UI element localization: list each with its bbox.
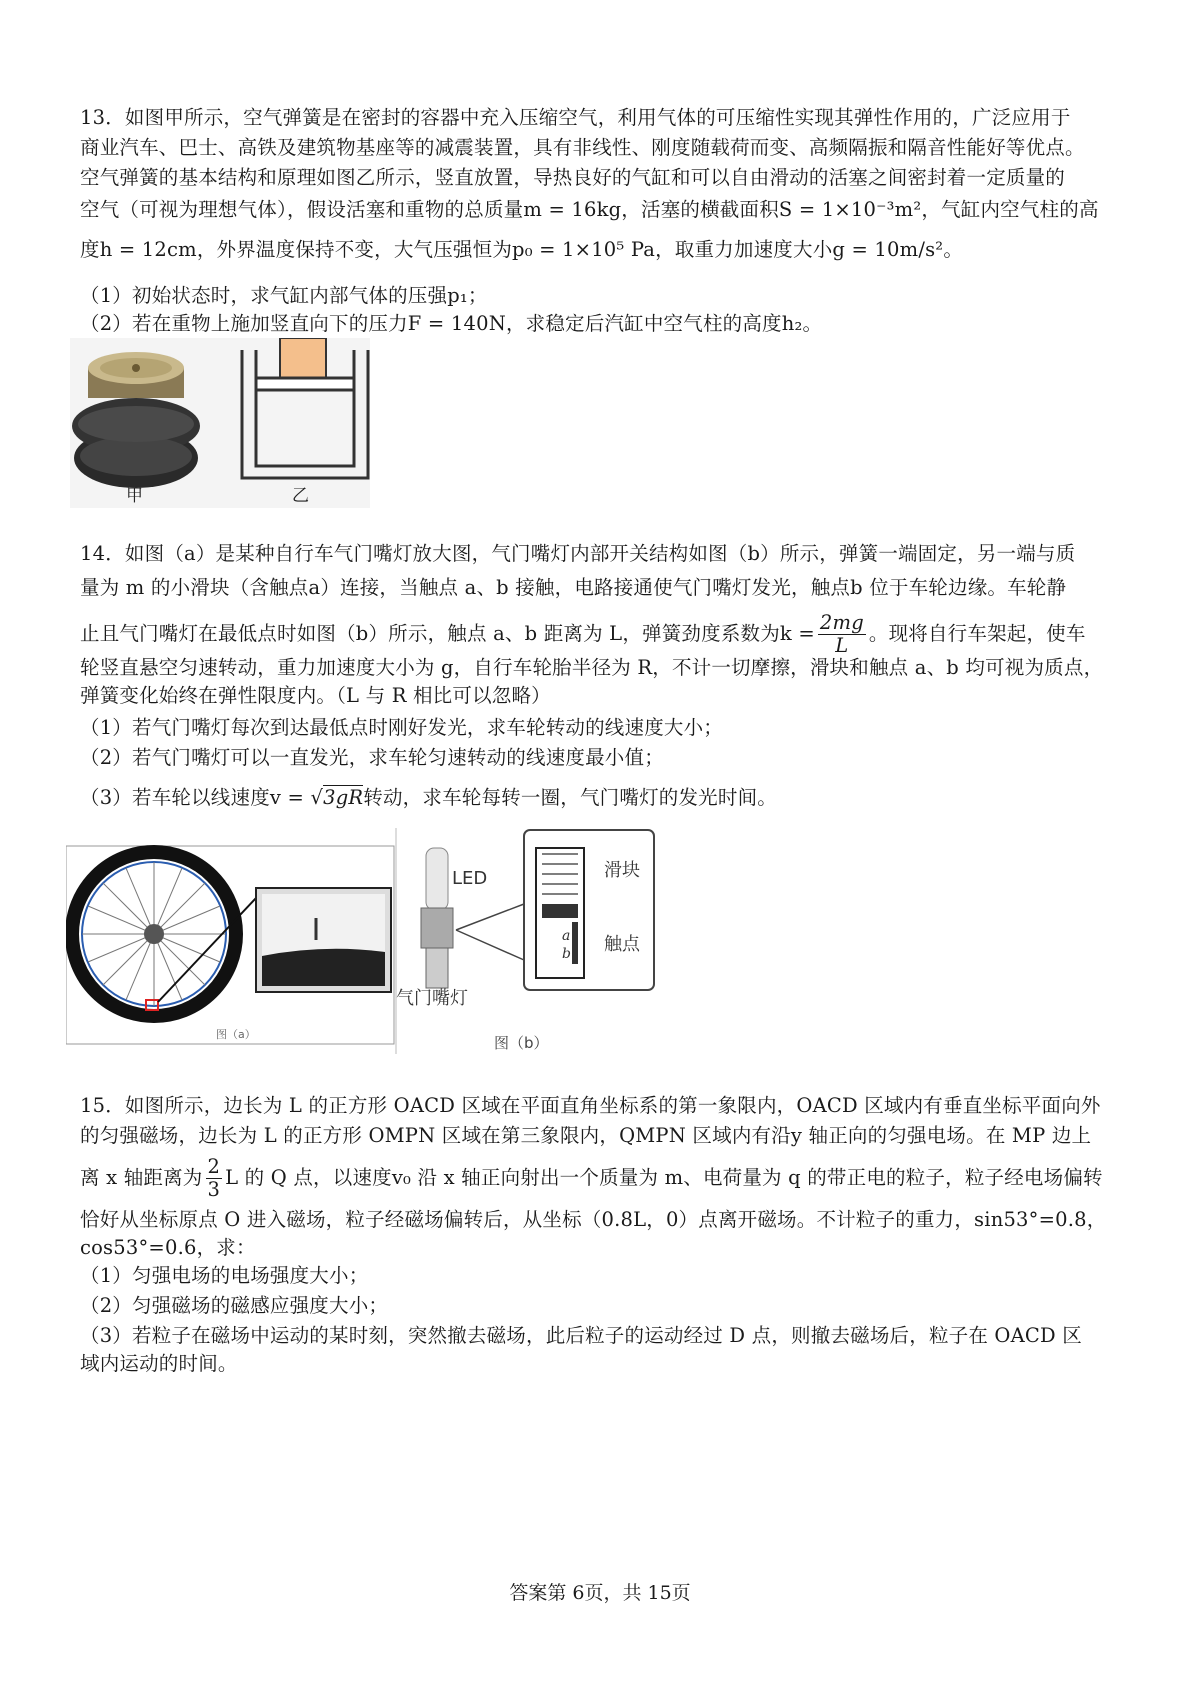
q14-line-3 <box>80 612 1140 657</box>
fig-jia-label: 甲 <box>126 486 143 506</box>
q14-frac-den: L <box>835 634 849 657</box>
q15-line-3 <box>80 1156 1140 1201</box>
sqrt-sign: √ <box>310 786 324 809</box>
q13-line-2: 商业汽车、巴士、高铁及建筑物基座等的减震装置，具有非线性、刚度随载荷而变、高频隔振和隔音性能好等优点。 <box>80 136 1085 159</box>
q14-figure <box>66 828 666 1054</box>
q14-sqrt-radicand: 3gR <box>323 786 364 809</box>
q15-sub-3: （3）若粒子在磁场中运动的某时刻，突然撤去磁场，此后粒子的运动经过 D 点，则撤去磁场后，粒子在 OACD 区 <box>80 1324 1082 1347</box>
q15-line-4: 恰好从坐标原点 O 进入磁场，粒子经磁场偏转后，从坐标（0.8L，0）点离开磁场。不计粒子的重力，sin53°=0.8， <box>80 1208 1107 1231</box>
air-spring-photo <box>72 352 200 488</box>
q14-sub-3a: （3）若车轮以线速度v = <box>80 786 305 809</box>
q13-line-1: 13．如图甲所示，空气弹簧是在密封的容器中充入压缩空气，利用气体的可压缩性实现其弹性作用的，广泛应用于 <box>80 106 1071 129</box>
slider-label: 滑块 <box>604 860 640 881</box>
q13-line-3: 空气弹簧的基本结构和原理如图乙所示，竖直放置，导热良好的气缸和可以自由滑动的活塞之间密封着一定质量的 <box>80 166 1066 189</box>
contact-b-label: b <box>562 946 571 962</box>
q14-line-4: 轮竖直悬空匀速转动，重力加速度大小为 g，自行车轮胎半径为 R，不计一切摩擦，滑块和触点 a、b 均可视为质点， <box>80 656 1104 679</box>
q15-frac-num: 2 <box>207 1155 221 1178</box>
q14-frac-num: 2mg <box>819 611 864 634</box>
q14-sub-3 <box>80 784 1140 812</box>
q14-line-5: 弹簧变化始终在弹性限度内。（L 与 R 相比可以忽略） <box>80 684 551 707</box>
q14-line-1: 14．如图（a）是某种自行车气门嘴灯放大图，气门嘴灯内部开关结构如图（b）所示，弹簧一端固定，另一端与质 <box>80 542 1076 565</box>
page-footer: 答案第 6页，共 15页 <box>509 1582 691 1604</box>
contact-a-label: a <box>562 928 571 944</box>
q15-sub-1: （1）匀强电场的电场强度大小； <box>80 1264 369 1287</box>
q14-sub-2: （2）若气门嘴灯可以一直发光，求车轮匀速转动的线速度最小值； <box>80 746 664 769</box>
q15-frac-den: 3 <box>207 1178 221 1201</box>
q13-figure <box>70 338 370 508</box>
fig-b-caption: 图（b） <box>494 1034 549 1052</box>
fig-a-caption: 图（a） <box>216 1028 256 1041</box>
q13-sub-1: （1）初始状态时，求气缸内部气体的压强p₁； <box>80 284 488 307</box>
q13-sub-2: （2）若在重物上施加竖直向下的压力F = 140N，求稳定后汽缸中空气柱的高度h₂。 <box>80 312 823 335</box>
q14-line-3b: 。现将自行车架起，使车 <box>868 622 1086 645</box>
q15-line-3b: L 的 Q 点，以速度v₀ 沿 x 轴正向射出一个质量为 m、电荷量为 q 的带正电的粒子，粒子经电场偏转 <box>225 1166 1103 1189</box>
q15-line-5: cos53°=0.6，求： <box>80 1236 256 1259</box>
q15-line-3a: 离 x 轴距离为 <box>80 1166 203 1189</box>
wheel-figure <box>66 846 394 1044</box>
q15-line-2: 的匀强磁场，边长为 L 的正方形 OMPN 区域在第三象限内，QMPN 区域内有沿y 轴正向的匀强电场。在 MP 边上 <box>80 1124 1092 1147</box>
q14-sub-1: （1）若气门嘴灯每次到达最低点时刚好发光，求车轮转动的线速度大小； <box>80 716 724 739</box>
q14-line-3a: 止且气门嘴灯在最低点时如图（b）所示，触点 a、b 距离为 L，弹簧劲度系数为k = <box>80 622 815 645</box>
q14-k-fraction <box>818 612 866 657</box>
q15-sub-4: 域内运动的时间。 <box>80 1352 238 1375</box>
contact-label: 触点 <box>604 934 640 955</box>
fig-yi-label: 乙 <box>292 486 309 506</box>
q14-line-2: 量为 m 的小滑块（含触点a）连接，当触点 a、b 接触，电路接通使气门嘴灯发光，触点b 位于车轮边缘。车轮静 <box>80 576 1067 599</box>
q15-two-thirds <box>206 1156 223 1201</box>
led-label: LED <box>452 868 488 889</box>
q14-sub-3b: 转动，求车轮每转一圈，气门嘴灯的发光时间。 <box>363 786 777 809</box>
q13-line-5: 度h = 12cm，外界温度保持不变，大气压强恒为p₀ = 1×10⁵ Pa，取重力加速度大小g = 10m/s²。 <box>80 238 964 261</box>
valve-label: 气门嘴灯 <box>396 988 468 1009</box>
q15-line-1: 15．如图所示，边长为 L 的正方形 OACD 区域在平面直角坐标系的第一象限内，OACD 区域内有垂直坐标平面向外 <box>80 1094 1101 1117</box>
q15-sub-2: （2）匀强磁场的磁感应强度大小； <box>80 1294 389 1317</box>
q13-line-4: 空气（可视为理想气体），假设活塞和重物的总质量m = 16kg，活塞的横截面积S = 1×10⁻³m²，气缸内空气柱的高 <box>80 198 1099 221</box>
valve-light-figure <box>396 830 654 1052</box>
